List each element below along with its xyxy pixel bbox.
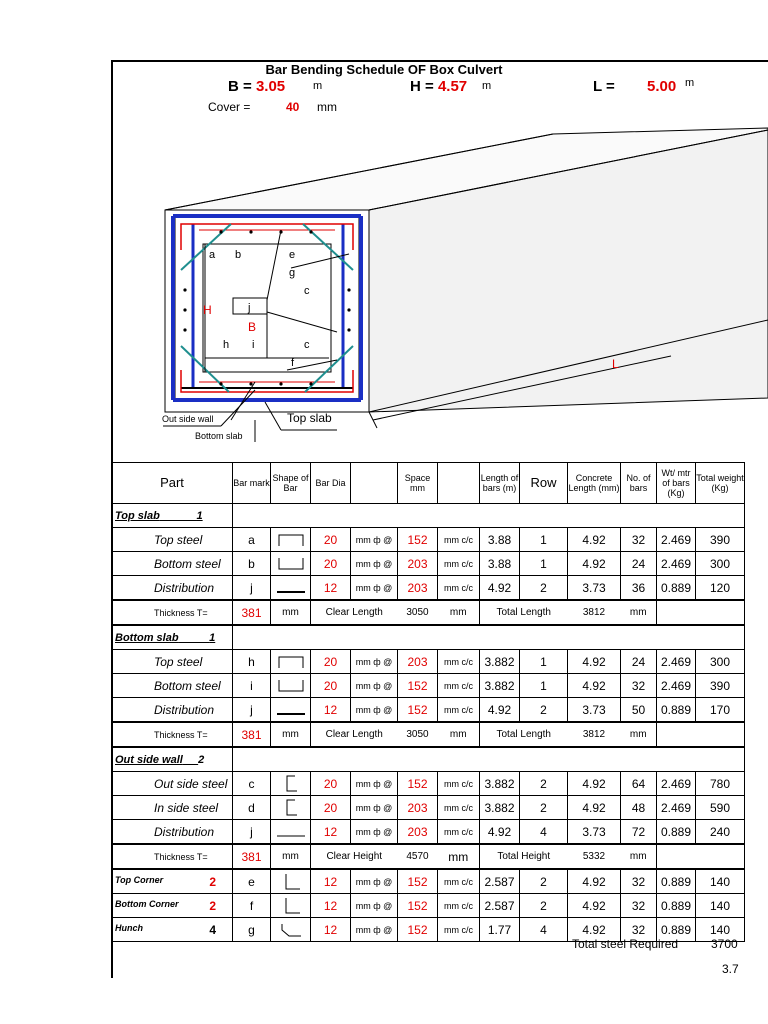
schedule-title: Bar Bending Schedule OF Box Culvert	[265, 62, 503, 77]
table-row	[112, 796, 745, 820]
cover-unit: mm	[317, 100, 337, 114]
thickness-value: 381	[233, 844, 271, 869]
thickness-spacer	[657, 844, 745, 869]
label-e: e	[289, 249, 296, 261]
shape-u-down	[271, 650, 311, 674]
mm-at: mm ф @	[351, 576, 398, 601]
bar-dia: 12	[311, 698, 351, 723]
label-L: L	[612, 357, 619, 371]
row-count: 1	[520, 552, 568, 576]
bar-mark: d	[233, 796, 271, 820]
mm-cc: mm c/c	[438, 772, 480, 796]
bar-dia: 20	[311, 552, 351, 576]
header-bar-dia: Bar Dia	[311, 463, 351, 504]
total-height-unit: mm	[621, 844, 657, 869]
thickness-unit: mm	[271, 722, 311, 747]
total-weight: 300	[696, 650, 745, 674]
label-c-bottom: c	[304, 339, 310, 351]
section-row-outside-wall	[112, 747, 745, 772]
bar-length: 4.92	[480, 698, 520, 723]
spacing: 152	[398, 772, 438, 796]
wt-per-mtr: 2.469	[657, 650, 696, 674]
mm-cc: mm c/c	[438, 869, 480, 894]
total-height-label: Total Height	[480, 844, 568, 869]
spacing: 203	[398, 796, 438, 820]
mm-at: mm ф @	[351, 869, 398, 894]
label-H: H	[203, 303, 212, 317]
header-space: Space mm	[398, 463, 438, 504]
mm-at: mm ф @	[351, 650, 398, 674]
thickness-row	[112, 722, 745, 747]
row-count: 2	[520, 869, 568, 894]
no-of-bars: 32	[621, 528, 657, 552]
section-name: Top slab 1	[112, 504, 233, 528]
header-shape: Shape of Bar	[271, 463, 311, 504]
thickness-row	[112, 844, 745, 869]
total-height-value: 5332	[568, 844, 621, 869]
section-name: Out side wall 2	[112, 747, 233, 772]
concrete-length: 4.92	[568, 674, 621, 698]
no-of-bars: 48	[621, 796, 657, 820]
mm-cc: mm c/c	[438, 528, 480, 552]
bar-dia: 20	[311, 796, 351, 820]
row-count: 1	[520, 674, 568, 698]
no-of-bars: 24	[621, 650, 657, 674]
header-blank-2	[438, 463, 480, 504]
row-count: 4	[520, 918, 568, 942]
bar-mark: i	[233, 674, 271, 698]
label-g: g	[289, 267, 296, 279]
thickness-label: Thickness T=	[112, 844, 233, 869]
spacing: 203	[398, 820, 438, 845]
concrete-length: 4.92	[568, 869, 621, 894]
clear-height-label: Clear Height	[311, 844, 398, 869]
bar-mark: j	[233, 576, 271, 601]
mm-cc: mm c/c	[438, 698, 480, 723]
h-unit: m	[482, 80, 492, 92]
spacing: 203	[398, 576, 438, 601]
wt-per-mtr: 2.469	[657, 772, 696, 796]
part-name: Top steel	[112, 528, 233, 552]
bar-length: 2.587	[480, 894, 520, 918]
wt-per-mtr: 2.469	[657, 796, 696, 820]
concrete-length: 4.92	[568, 772, 621, 796]
bar-dia: 12	[311, 576, 351, 601]
mm-at: mm ф @	[351, 552, 398, 576]
concrete-length: 4.92	[568, 918, 621, 942]
shape-c-bracket	[271, 796, 311, 820]
no-of-bars: 32	[621, 918, 657, 942]
wt-per-mtr: 0.889	[657, 576, 696, 601]
no-of-bars: 32	[621, 674, 657, 698]
total-weight: 590	[696, 796, 745, 820]
mm-cc: mm c/c	[438, 820, 480, 845]
header-concrete-length: Concrete Length (mm)	[568, 463, 621, 504]
clear-length-unit: mm	[438, 722, 480, 747]
row-count: 1	[520, 528, 568, 552]
shape-l	[271, 869, 311, 894]
row-count: 4	[520, 820, 568, 845]
header-blank-1	[351, 463, 398, 504]
total-weight: 140	[696, 918, 745, 942]
no-of-bars: 64	[621, 772, 657, 796]
b-value: 3.05	[255, 78, 286, 95]
total-weight: 240	[696, 820, 745, 845]
label-b: b	[235, 249, 242, 261]
mm-at: mm ф @	[351, 918, 398, 942]
table-row	[112, 650, 745, 674]
bar-length: 3.882	[480, 796, 520, 820]
total-length-unit: mm	[621, 722, 657, 747]
bar-mark: f	[233, 894, 271, 918]
bar-mark: b	[233, 552, 271, 576]
wt-per-mtr: 0.889	[657, 698, 696, 723]
shape-u-down	[271, 528, 311, 552]
bar-length: 3.882	[480, 674, 520, 698]
header-no-bars: No. of bars	[621, 463, 657, 504]
spacing: 152	[398, 674, 438, 698]
shape-straight	[271, 820, 311, 845]
spacing: 152	[398, 918, 438, 942]
clear-length-unit: mm	[438, 600, 480, 625]
concrete-length: 3.73	[568, 698, 621, 723]
total-weight: 780	[696, 772, 745, 796]
bar-dia: 20	[311, 772, 351, 796]
bar-mark: g	[233, 918, 271, 942]
part-name: Bottom steel	[112, 674, 233, 698]
part-name: Hunch 4	[112, 918, 233, 942]
bar-bending-table	[111, 462, 745, 942]
header-bar-mark: Bar mark	[233, 463, 271, 504]
section-name: Bottom slab 1	[112, 625, 233, 650]
mm-cc: mm c/c	[438, 894, 480, 918]
bar-length: 3.88	[480, 552, 520, 576]
thickness-label: Thickness T=	[112, 722, 233, 747]
section-row-bottom-slab	[112, 625, 745, 650]
bar-length: 3.882	[480, 772, 520, 796]
h-label: H =	[410, 78, 434, 95]
total-weight: 390	[696, 674, 745, 698]
bar-dia: 12	[311, 918, 351, 942]
thickness-value: 381	[233, 600, 271, 625]
mm-cc: mm c/c	[438, 674, 480, 698]
spacing: 152	[398, 528, 438, 552]
part-name: Top Corner 2	[112, 869, 233, 894]
section-spacer	[233, 504, 745, 528]
thickness-row	[112, 600, 745, 625]
table-row-top-corner	[112, 869, 745, 894]
concrete-length: 4.92	[568, 528, 621, 552]
no-of-bars: 72	[621, 820, 657, 845]
no-of-bars: 32	[621, 869, 657, 894]
shape-straight	[271, 698, 311, 723]
table-row-bottom-corner	[112, 894, 745, 918]
section-spacer	[233, 625, 745, 650]
table-row	[112, 772, 745, 796]
label-i: i	[252, 339, 255, 351]
bar-dia: 12	[311, 894, 351, 918]
bar-mark: e	[233, 869, 271, 894]
mm-cc: mm c/c	[438, 796, 480, 820]
total-steel-kg: 3700	[711, 937, 738, 951]
concrete-length: 4.92	[568, 650, 621, 674]
total-length-value: 3812	[568, 600, 621, 625]
spacing: 152	[398, 869, 438, 894]
row-count: 2	[520, 894, 568, 918]
wt-per-mtr: 2.469	[657, 674, 696, 698]
wt-per-mtr: 0.889	[657, 820, 696, 845]
wt-per-mtr: 0.889	[657, 869, 696, 894]
mm-at: mm ф @	[351, 674, 398, 698]
thickness-unit: mm	[271, 600, 311, 625]
part-name: Distribution	[112, 820, 233, 845]
callout-top-slab: Top slab	[287, 411, 332, 425]
table-row	[112, 528, 745, 552]
shape-straight	[271, 576, 311, 601]
label-j: j	[248, 302, 251, 314]
total-weight: 140	[696, 869, 745, 894]
header-wt-mtr: Wt/ mtr of bars (Kg)	[657, 463, 696, 504]
mm-cc: mm c/c	[438, 576, 480, 601]
shape-u-up	[271, 552, 311, 576]
mm-cc: mm c/c	[438, 552, 480, 576]
label-h: h	[223, 339, 230, 351]
clear-height-value: 4570	[398, 844, 438, 869]
total-weight: 140	[696, 894, 745, 918]
row-count: 1	[520, 650, 568, 674]
wt-per-mtr: 0.889	[657, 894, 696, 918]
mm-at: mm ф @	[351, 772, 398, 796]
bar-length: 4.92	[480, 820, 520, 845]
bar-mark: h	[233, 650, 271, 674]
no-of-bars: 24	[621, 552, 657, 576]
thickness-spacer	[657, 600, 745, 625]
part-name: Distribution	[112, 576, 233, 601]
mm-cc: mm c/c	[438, 650, 480, 674]
table-row	[112, 576, 745, 601]
part-name: Bottom steel	[112, 552, 233, 576]
bar-dia: 12	[311, 820, 351, 845]
bar-dia: 20	[311, 650, 351, 674]
h-dimension	[410, 78, 467, 95]
wt-per-mtr: 2.469	[657, 528, 696, 552]
header-part: Part	[112, 463, 233, 504]
thickness-unit: mm	[271, 844, 311, 869]
clear-length-label: Clear Length	[311, 722, 398, 747]
b-dimension	[228, 78, 285, 95]
total-length-unit: mm	[621, 600, 657, 625]
table-row	[112, 552, 745, 576]
shape-c-bracket	[271, 772, 311, 796]
header-row: Row	[520, 463, 568, 504]
shape-l	[271, 894, 311, 918]
section-row-top-slab	[112, 504, 745, 528]
mm-at: mm ф @	[351, 528, 398, 552]
row-count: 2	[520, 772, 568, 796]
concrete-length: 4.92	[568, 552, 621, 576]
total-weight: 390	[696, 528, 745, 552]
l-value: 5.00	[647, 78, 677, 95]
bar-dia: 12	[311, 869, 351, 894]
shape-hunch	[271, 918, 311, 942]
clear-length-value: 3050	[398, 722, 438, 747]
row-count: 2	[520, 576, 568, 601]
wt-per-mtr: 0.889	[657, 918, 696, 942]
b-label: B =	[228, 78, 252, 95]
no-of-bars: 32	[621, 894, 657, 918]
mm-at: mm ф @	[351, 894, 398, 918]
mm-at: mm ф @	[351, 796, 398, 820]
b-unit: m	[313, 80, 323, 92]
callout-outside-wall: Out side wall	[162, 414, 214, 424]
clear-length-label: Clear Length	[311, 600, 398, 625]
part-name: Out side steel	[112, 772, 233, 796]
header-total-weight: Total weight (Kg)	[696, 463, 745, 504]
label-f: f	[291, 357, 295, 369]
bar-length: 1.77	[480, 918, 520, 942]
label-a: a	[209, 249, 216, 261]
table-header-row	[112, 463, 745, 504]
row-count: 2	[520, 698, 568, 723]
box-culvert-diagram	[111, 120, 768, 460]
bar-length: 3.88	[480, 528, 520, 552]
total-steel-tonnes: 3.7	[722, 962, 739, 976]
mm-at: mm ф @	[351, 698, 398, 723]
part-name: Distribution	[112, 698, 233, 723]
clear-height-unit: mm	[438, 844, 480, 869]
l-label: L =	[593, 78, 615, 95]
bar-mark: j	[233, 698, 271, 723]
bar-dia: 20	[311, 674, 351, 698]
label-c-top: c	[304, 285, 310, 297]
spacing: 152	[398, 698, 438, 723]
total-weight: 170	[696, 698, 745, 723]
l-unit: m	[685, 77, 695, 89]
no-of-bars: 36	[621, 576, 657, 601]
total-length-label: Total Length	[480, 722, 568, 747]
section-spacer	[233, 747, 745, 772]
mm-cc: mm c/c	[438, 918, 480, 942]
concrete-length: 3.73	[568, 820, 621, 845]
thickness-label: Thickness T=	[112, 600, 233, 625]
part-name: Bottom Corner 2	[112, 894, 233, 918]
row-count: 2	[520, 796, 568, 820]
thickness-value: 381	[233, 722, 271, 747]
callout-bottom-slab: Bottom slab	[195, 431, 243, 441]
bar-mark: j	[233, 820, 271, 845]
concrete-length: 4.92	[568, 796, 621, 820]
h-value: 4.57	[437, 78, 468, 95]
clear-length-value: 3050	[398, 600, 438, 625]
cover-value: 40	[286, 100, 300, 114]
wt-per-mtr: 2.469	[657, 552, 696, 576]
spacing: 152	[398, 894, 438, 918]
total-steel-label: Total steel Required	[572, 937, 679, 951]
total-weight: 120	[696, 576, 745, 601]
cover-label: Cover =	[208, 100, 251, 114]
shape-u-up	[271, 674, 311, 698]
mm-at: mm ф @	[351, 820, 398, 845]
concrete-length: 3.73	[568, 576, 621, 601]
header-length: Length of bars (m)	[480, 463, 520, 504]
table-row	[112, 674, 745, 698]
spacing: 203	[398, 650, 438, 674]
no-of-bars: 50	[621, 698, 657, 723]
part-name: In side steel	[112, 796, 233, 820]
bar-mark: a	[233, 528, 271, 552]
bar-length: 4.92	[480, 576, 520, 601]
concrete-length: 4.92	[568, 894, 621, 918]
bar-length: 2.587	[480, 869, 520, 894]
spacing: 203	[398, 552, 438, 576]
part-name: Top steel	[112, 650, 233, 674]
table-row	[112, 820, 745, 845]
total-length-label: Total Length	[480, 600, 568, 625]
thickness-spacer	[657, 722, 745, 747]
total-length-value: 3812	[568, 722, 621, 747]
bar-mark: c	[233, 772, 271, 796]
bar-dia: 20	[311, 528, 351, 552]
bar-length: 3.882	[480, 650, 520, 674]
table-row	[112, 698, 745, 723]
total-weight: 300	[696, 552, 745, 576]
label-B: B	[248, 320, 257, 334]
